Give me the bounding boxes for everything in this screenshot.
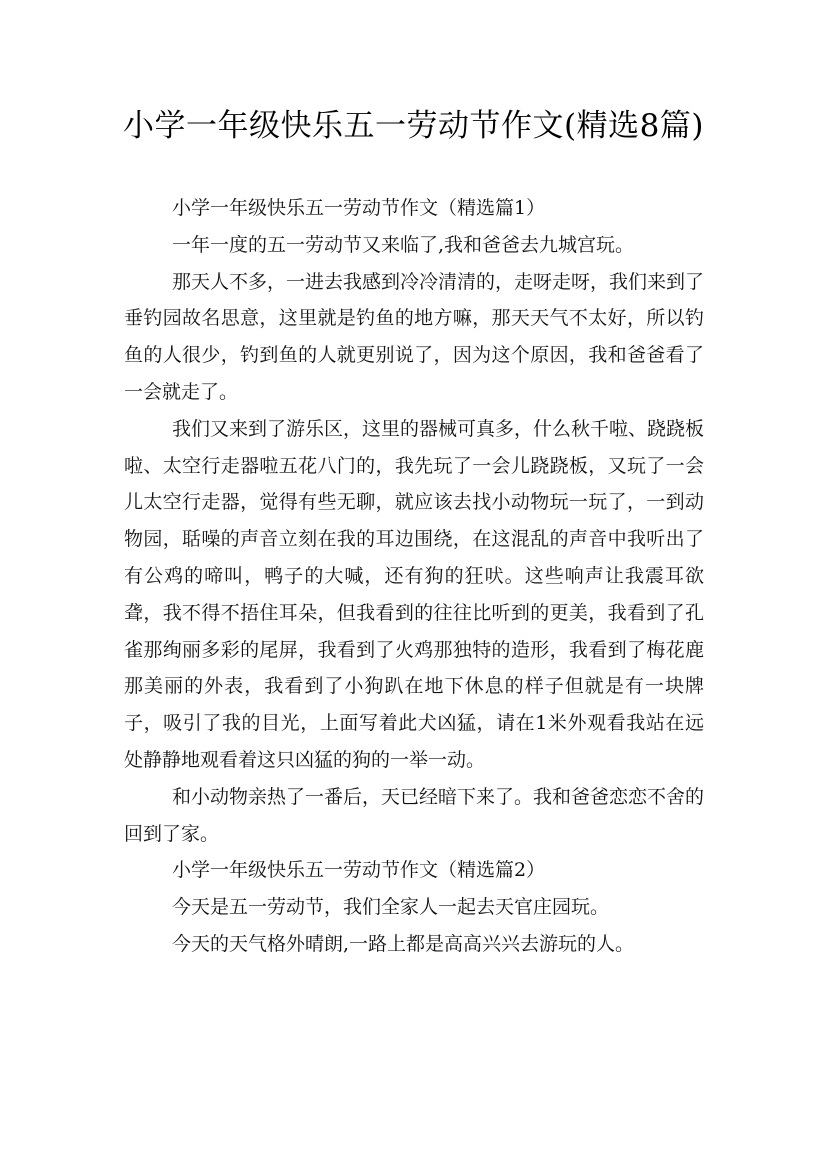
page-title: 小学一年级快乐五一劳动节作文(精选8篇) — [123, 108, 704, 144]
section-heading: 小学一年级快乐五一劳动节作文（精选篇1） — [172, 197, 546, 219]
paragraph: 今天的天气格外晴朗,一路上都是高高兴兴去游玩的人。 — [172, 932, 635, 955]
paragraph: 一年一度的五一劳动节又来临了,我和爸爸去九城宫玩。 — [172, 233, 635, 256]
document-body — [124, 190, 704, 963]
paragraph: 和小动物亲热了一番后，天已经暗下来了。我和爸爸恋恋不舍的回到了家。 — [124, 785, 705, 845]
paragraph: 我们又来到了游乐区，这里的器械可真多，什么秋千啦、跷跷板啦、太空行走器啦五花八门的，我先玩了一会儿跷跷板，又玩了一会儿太空行走器，觉得有些无聊，就应该去找小动物玩一玩了，一到动物园，聒噪的声音立刻在我的耳边围绕，在这混乱的声音中我听出了有公鸡的啼叫，鸭子的大喊，还有狗的狂吠。这些响声让我震耳欲聋，我不得不捂住耳朵，但我看到的往往比听到的更美，我看到了孔雀那绚丽多彩的尾屏，我看到了火鸡那独特的造形，我看到了梅花鹿那美丽的外表，我看到了小狗趴在地下休息的样子但就是有一块牌子，吸引了我的目光，上面写着此犬凶猛，请在1米外观看我站在远处静静地观看着这只凶猛的狗的一举一动。 — [124, 417, 705, 771]
section-heading: 小学一年级快乐五一劳动节作文（精选篇2） — [172, 859, 546, 882]
paragraph: 今天是五一劳动节，我们全家人一起去天官庄园玩。 — [172, 896, 610, 919]
paragraph: 那天人不多，一进去我感到冷冷清清的，走呀走呀，我们来到了垂钓园故名思意，这里就是钓鱼的地方嘛，那天天气不太好，所以钓鱼的人很少，钓到鱼的人就更别说了，因为这个原因，我和爸爸看了一会就走了。 — [124, 270, 705, 403]
